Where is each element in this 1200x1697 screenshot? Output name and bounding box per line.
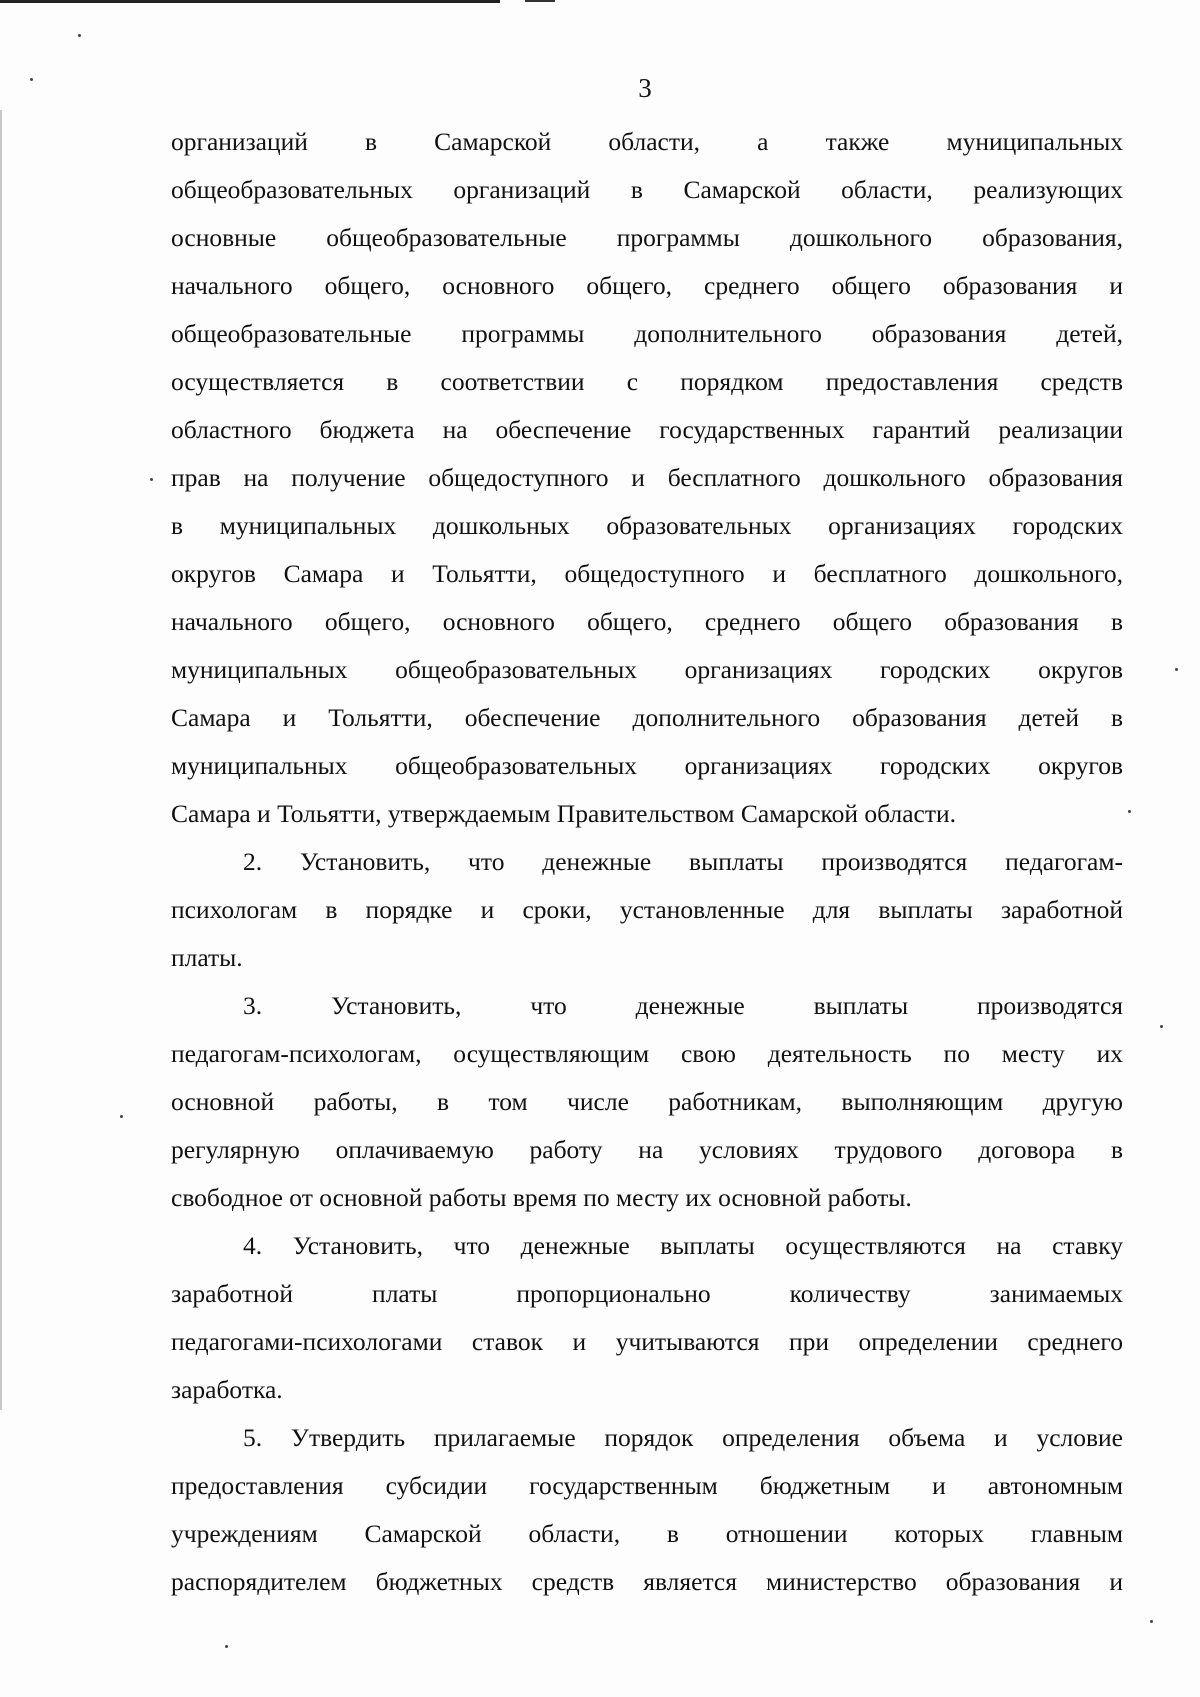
text-line: 4. Установить, что денежные выплаты осуществляются на ставку bbox=[243, 1231, 1123, 1260]
text-line: педагогами-психологами ставок и учитываются при определении среднего bbox=[171, 1327, 1123, 1356]
scan-speck bbox=[1175, 668, 1178, 671]
paragraph-2 bbox=[171, 838, 1123, 982]
text-line: заработка. bbox=[171, 1375, 283, 1404]
scan-speck bbox=[1150, 1620, 1153, 1623]
paragraph-5 bbox=[171, 1414, 1123, 1606]
scan-speck bbox=[30, 78, 33, 81]
text-line: муниципальных общеобразовательных организациях городских округов bbox=[171, 655, 1123, 684]
scan-speck bbox=[1160, 1025, 1163, 1028]
scan-speck bbox=[78, 34, 81, 37]
text-line: 3. Установить, что денежные выплаты производятся bbox=[243, 991, 1123, 1020]
scan-speck bbox=[225, 1645, 228, 1648]
document-body bbox=[171, 118, 1123, 1606]
text-line: педагогам-психологам, осуществляющим свою деятельность по месту их bbox=[171, 1039, 1123, 1068]
text-line: 5. Утвердить прилагаемые порядок определения объема и условие bbox=[243, 1423, 1123, 1452]
scan-speck bbox=[150, 478, 153, 481]
text-line: заработной платы пропорционально количеству занимаемых bbox=[171, 1279, 1123, 1308]
text-line: организаций в Самарской области, а также муниципальных bbox=[171, 127, 1123, 156]
text-line: округов Самара и Тольятти, общедоступного и бесплатного дошкольного, bbox=[171, 559, 1123, 588]
text-line: платы. bbox=[171, 943, 243, 972]
paragraph-3 bbox=[171, 982, 1123, 1222]
top-border-line bbox=[0, 0, 500, 3]
text-line: осуществляется в соответствии с порядком предоставления средств bbox=[171, 367, 1123, 396]
text-line: в муниципальных дошкольных образовательных организациях городских bbox=[171, 511, 1123, 540]
text-line: регулярную оплачиваемую работу на условиях трудового договора в bbox=[171, 1135, 1123, 1164]
text-line: свободное от основной работы время по месту их основной работы. bbox=[171, 1183, 912, 1212]
paragraph-1 bbox=[171, 118, 1123, 838]
scan-left-edge bbox=[0, 110, 2, 1410]
page-number: 3 bbox=[638, 73, 652, 103]
text-line: основной работы, в том числе работникам, выполняющим другую bbox=[171, 1087, 1123, 1116]
text-line: прав на получение общедоступного и бесплатного дошкольного образования bbox=[171, 463, 1123, 492]
text-line: психологам в порядке и сроки, установленные для выплаты заработной bbox=[171, 895, 1123, 924]
scan-speck bbox=[1128, 810, 1131, 813]
text-line: муниципальных общеобразовательных организациях городских округов bbox=[171, 751, 1123, 780]
text-line: начального общего, основного общего, среднего общего образования и bbox=[171, 271, 1123, 300]
text-line: начального общего, основного общего, среднего общего образования в bbox=[171, 607, 1123, 636]
text-line: Самара и Тольятти, обеспечение дополнительного образования детей в bbox=[171, 703, 1123, 732]
top-border-fragment bbox=[525, 0, 555, 2]
text-line: основные общеобразовательные программы дошкольного образования, bbox=[171, 223, 1123, 252]
text-line: общеобразовательные программы дополнительного образования детей, bbox=[171, 319, 1123, 348]
text-line: общеобразовательных организаций в Самарской области, реализующих bbox=[171, 175, 1123, 204]
text-line: учреждениям Самарской области, в отношении которых главным bbox=[171, 1519, 1123, 1548]
scan-speck bbox=[120, 1115, 123, 1118]
text-line: Самара и Тольятти, утверждаемым Правительством Самарской области. bbox=[171, 799, 957, 828]
text-line: предоставления субсидии государственным бюджетным и автономным bbox=[171, 1471, 1123, 1500]
text-line: областного бюджета на обеспечение государственных гарантий реализации bbox=[171, 415, 1123, 444]
text-line: 2. Установить, что денежные выплаты производятся педагогам- bbox=[243, 847, 1123, 876]
paragraph-4 bbox=[171, 1222, 1123, 1414]
text-line: распорядителем бюджетных средств является министерство образования и bbox=[171, 1567, 1123, 1596]
